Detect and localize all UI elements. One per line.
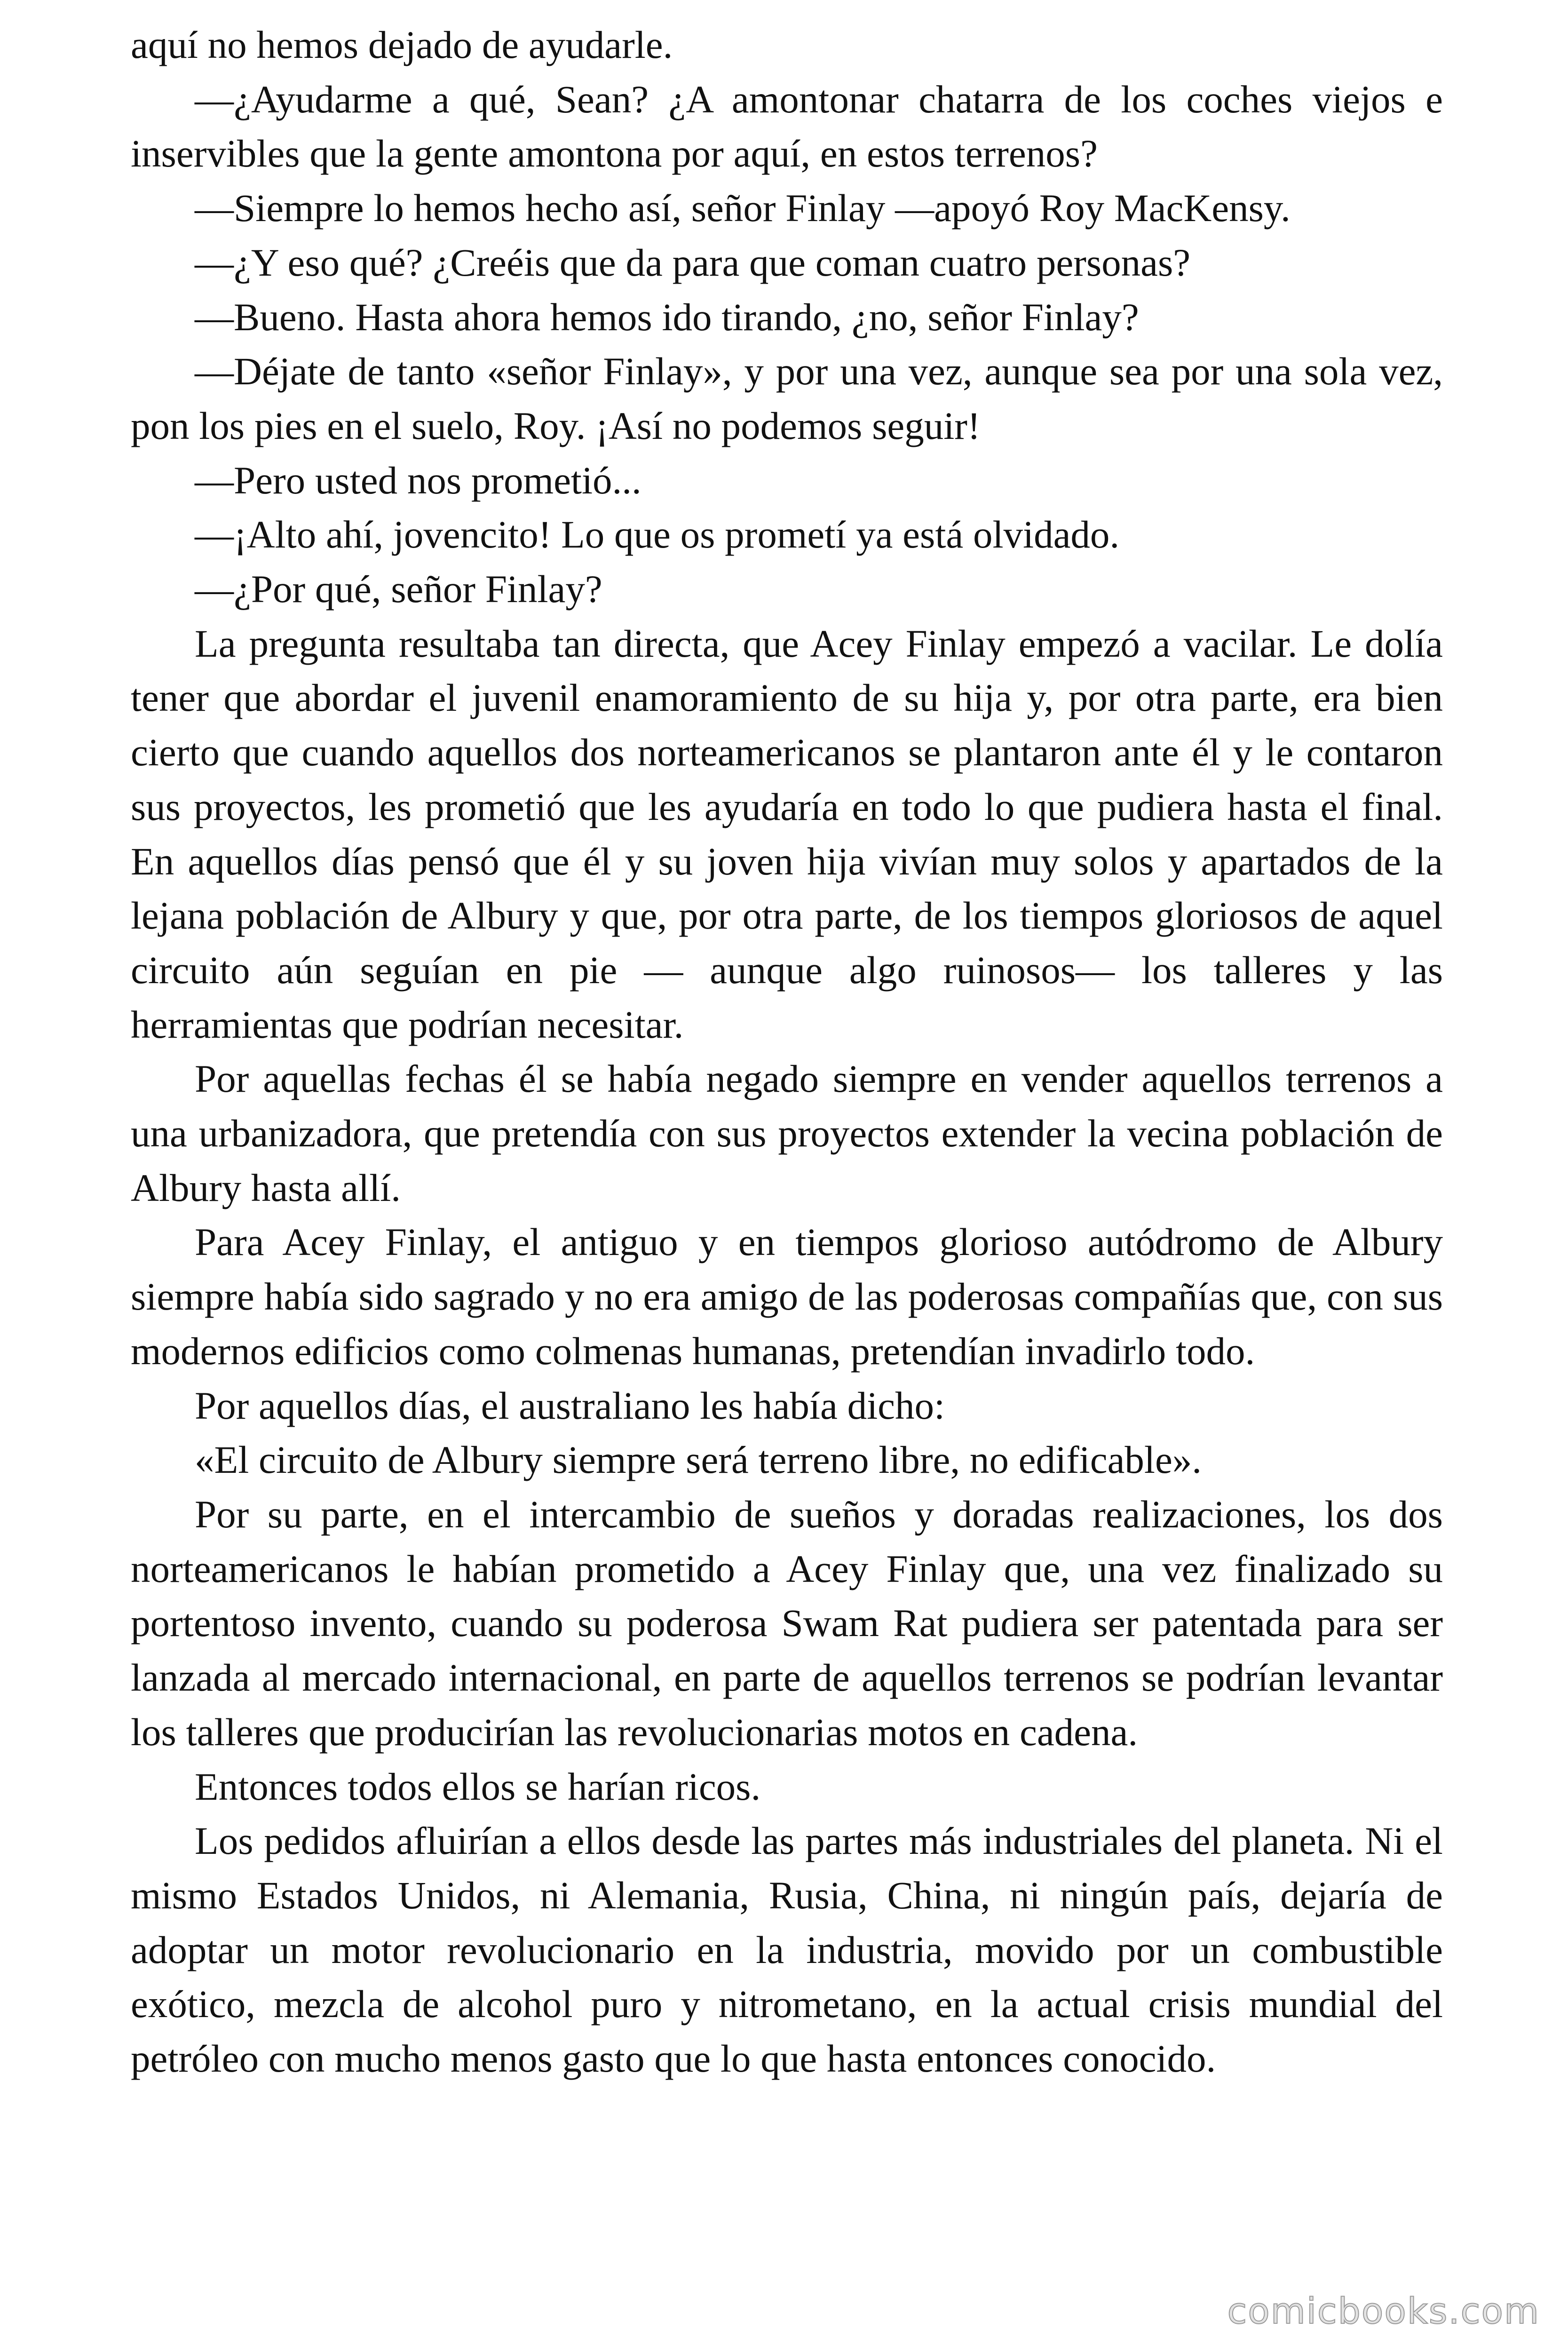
quote-paragraph: «El circuito de Albury siempre será terreno libre, no edificable». [195, 1438, 1202, 1482]
dialogue-paragraph: —¿Ayudarme a qué, Sean? ¿A amontonar chatarra de los coches viejos e inservibles que la gente amontona por aquí, en estos terrenos? [131, 77, 1443, 175]
narrative-paragraph: La pregunta resultaba tan directa, que Acey Finlay empezó a vacilar. Le dolía tener que abordar el juvenil enamoramiento de su hija y, por otra parte, era bien cierto que cuando aquellos dos norteamericanos se plantaron ante él y le contaron sus proyectos, les prometió que les ayudaría en todo lo que pudiera hasta el final. En aquellos días pensó que él y su joven hija vivían muy solos y apartados de la lejana población de Albury y que, por otra parte, de los tiempos gloriosos de aquel circuito aún seguían en pie — aunque algo ruinosos— los talleres y las herramientas que podrían necesitar. [131, 621, 1443, 1046]
dialogue-paragraph: —Bueno. Hasta ahora hemos ido tirando, ¿no, señor Finlay? [195, 295, 1139, 339]
dialogue-paragraph: —Déjate de tanto «señor Finlay», y por una vez, aunque sea por una sola vez, pon los pies en el suelo, Roy. ¡Así no podemos seguir! [131, 350, 1443, 447]
narrative-paragraph: Por aquellas fechas él se había negado siempre en vender aquellos terrenos a una urbanizadora, que pretendía con sus proyectos extender la vecina población de Albury hasta allí. [131, 1057, 1443, 1209]
dialogue-paragraph: —¡Alto ahí, jovencito! Lo que os prometí ya está olvidado. [195, 513, 1120, 556]
dialogue-paragraph: —Pero usted nos prometió... [195, 458, 641, 502]
narrative-paragraph: Los pedidos afluirían a ellos desde las partes más industriales del planeta. Ni el mismo Estados Unidos, ni Alemania, Rusia, China, ni ningún país, dejaría de adoptar un motor revolucionario en la industria, movido por un combustible exótico, mezcla de alcohol puro y nitrometano, en la actual crisis mundial del petróleo con mucho menos gasto que lo que hasta entonces conocido. [131, 1819, 1443, 2081]
page-text [131, 18, 1443, 2086]
watermark-text: comicbooks.com [1227, 2290, 1540, 2332]
dialogue-paragraph: —¿Por qué, señor Finlay? [195, 567, 602, 611]
dialogue-paragraph: —¿Y eso qué? ¿Creéis que da para que coman cuatro personas? [195, 240, 1191, 284]
narrative-paragraph: Para Acey Finlay, el antiguo y en tiempos glorioso autódromo de Albury siempre había sido sagrado y no era amigo de las poderosas compañías que, con sus modernos edificios como colmenas humanas, pretendían invadirlo todo. [131, 1220, 1443, 1373]
dialogue-paragraph: —Siempre lo hemos hecho así, señor Finlay —apoyó Roy MacKensy. [195, 186, 1291, 230]
narrative-paragraph: Por aquellos días, el australiano les había dicho: [195, 1383, 945, 1427]
paragraph-continuation: aquí no hemos dejado de ayudarle. [131, 23, 673, 66]
narrative-paragraph: Entonces todos ellos se harían ricos. [195, 1764, 761, 1808]
narrative-paragraph: Por su parte, en el intercambio de sueños y doradas realizaciones, los dos norteamericanos le habían prometido a Acey Finlay que, una vez finalizado su portentoso invento, cuando su poderosa Swam Rat pudiera ser patentada para ser lanzada al mercado internacional, en parte de aquellos terrenos se podrían levantar los talleres que producirían las revolucionarias motos en cadena. [131, 1492, 1443, 1754]
